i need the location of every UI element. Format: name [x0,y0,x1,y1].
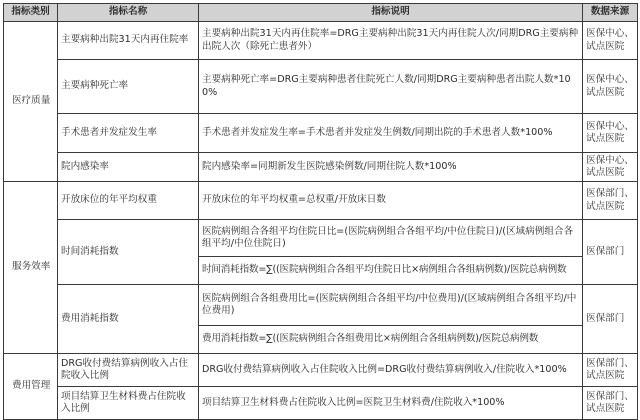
indicator-table [3,3,638,420]
indicator-description: 费用消耗指数=∑((医院病例组合各组费用比×病例组合各组病例数)/医院总病例数 [199,326,583,354]
table-row [4,182,638,220]
header-data-source: 数据来源 [583,4,638,22]
category-medical-quality: 医疗质量 [4,22,58,182]
table-row [4,22,638,60]
indicator-description: 医院病例组合各组费用比=(医院病例组合各组平均/中位费用)/(区域病例组合各组平均/中位费用) [199,285,583,326]
indicator-name: 费用消耗指数 [58,285,199,354]
indicator-description: 开放床位的年平均权重=总权重/开放床日数 [199,182,583,220]
data-source: 医保部门、试点医院 [583,387,638,420]
data-source: 医保中心、试点医院 [583,22,638,60]
data-source: 医保部门、试点医院 [583,182,638,220]
category-service-efficiency: 服务效率 [4,182,58,354]
data-source: 医保部门 [583,285,638,354]
indicator-name: 时间消耗指数 [58,220,199,285]
header-category: 指标类别 [4,4,58,22]
category-cost-management: 费用管理 [4,354,58,420]
indicator-name: DRG收付费结算病例收入占住院收入比例 [58,354,199,387]
table-row [4,354,638,387]
indicator-description: DRG收付费结算病例收入占住院收入比例=DRG收付费结算病例收入/住院收入*100% [199,354,583,387]
data-source: 医保部门 [583,220,638,285]
indicator-description: 手术患者并发症发生率=手术患者并发症发生例数/同期出院的手术患者人数*100% [199,114,583,153]
indicator-description: 项目结算卫生材料费占住院收入比例=医院卫生材料费/住院收入*100% [199,387,583,420]
indicator-name: 主要病种出院31天内再住院率 [58,22,199,60]
data-source: 医保中心、试点医院 [583,114,638,153]
indicator-name: 主要病种死亡率 [58,60,199,114]
indicator-description: 主要病种出院31天内再住院率=DRG主要病种出院31天内再住院人次/同期DRG主要病种出院人次（除死亡患者外） [199,22,583,60]
header-indicator-name: 指标名称 [58,4,199,22]
indicator-description: 主要病种死亡率=DRG主要病种患者住院死亡人数/同期DRG主要病种患者出院人数*100% [199,60,583,114]
table-row [4,285,638,326]
data-source: 医保中心、试点医院 [583,60,638,114]
indicator-name: 开放床位的年平均权重 [58,182,199,220]
data-source: 医保部门、试点医院 [583,354,638,387]
indicator-name: 院内感染率 [58,153,199,182]
table-row [4,60,638,114]
header-indicator-description: 指标说明 [199,4,583,22]
data-source: 医保中心、试点医院 [583,153,638,182]
indicator-description: 院内感染率=同期新发生医院感染例数/同期住院人数*100% [199,153,583,182]
table-row [4,220,638,257]
indicator-name: 项目结算卫生材料费占住院收入比例 [58,387,199,420]
table-row [4,387,638,420]
table-row [4,153,638,182]
table-row [4,114,638,153]
indicator-description: 时间消耗指数=∑((医院病例组合各组平均住院日比×病例组合各组病例数)/医院总病例数 [199,257,583,285]
indicator-name: 手术患者并发症发生率 [58,114,199,153]
indicator-description: 医院病例组合各组平均住院日比=(医院病例组合各组平均/中位住院日)/(区域病例组合各组平均/中位住院日) [199,220,583,257]
header-row [4,4,638,22]
